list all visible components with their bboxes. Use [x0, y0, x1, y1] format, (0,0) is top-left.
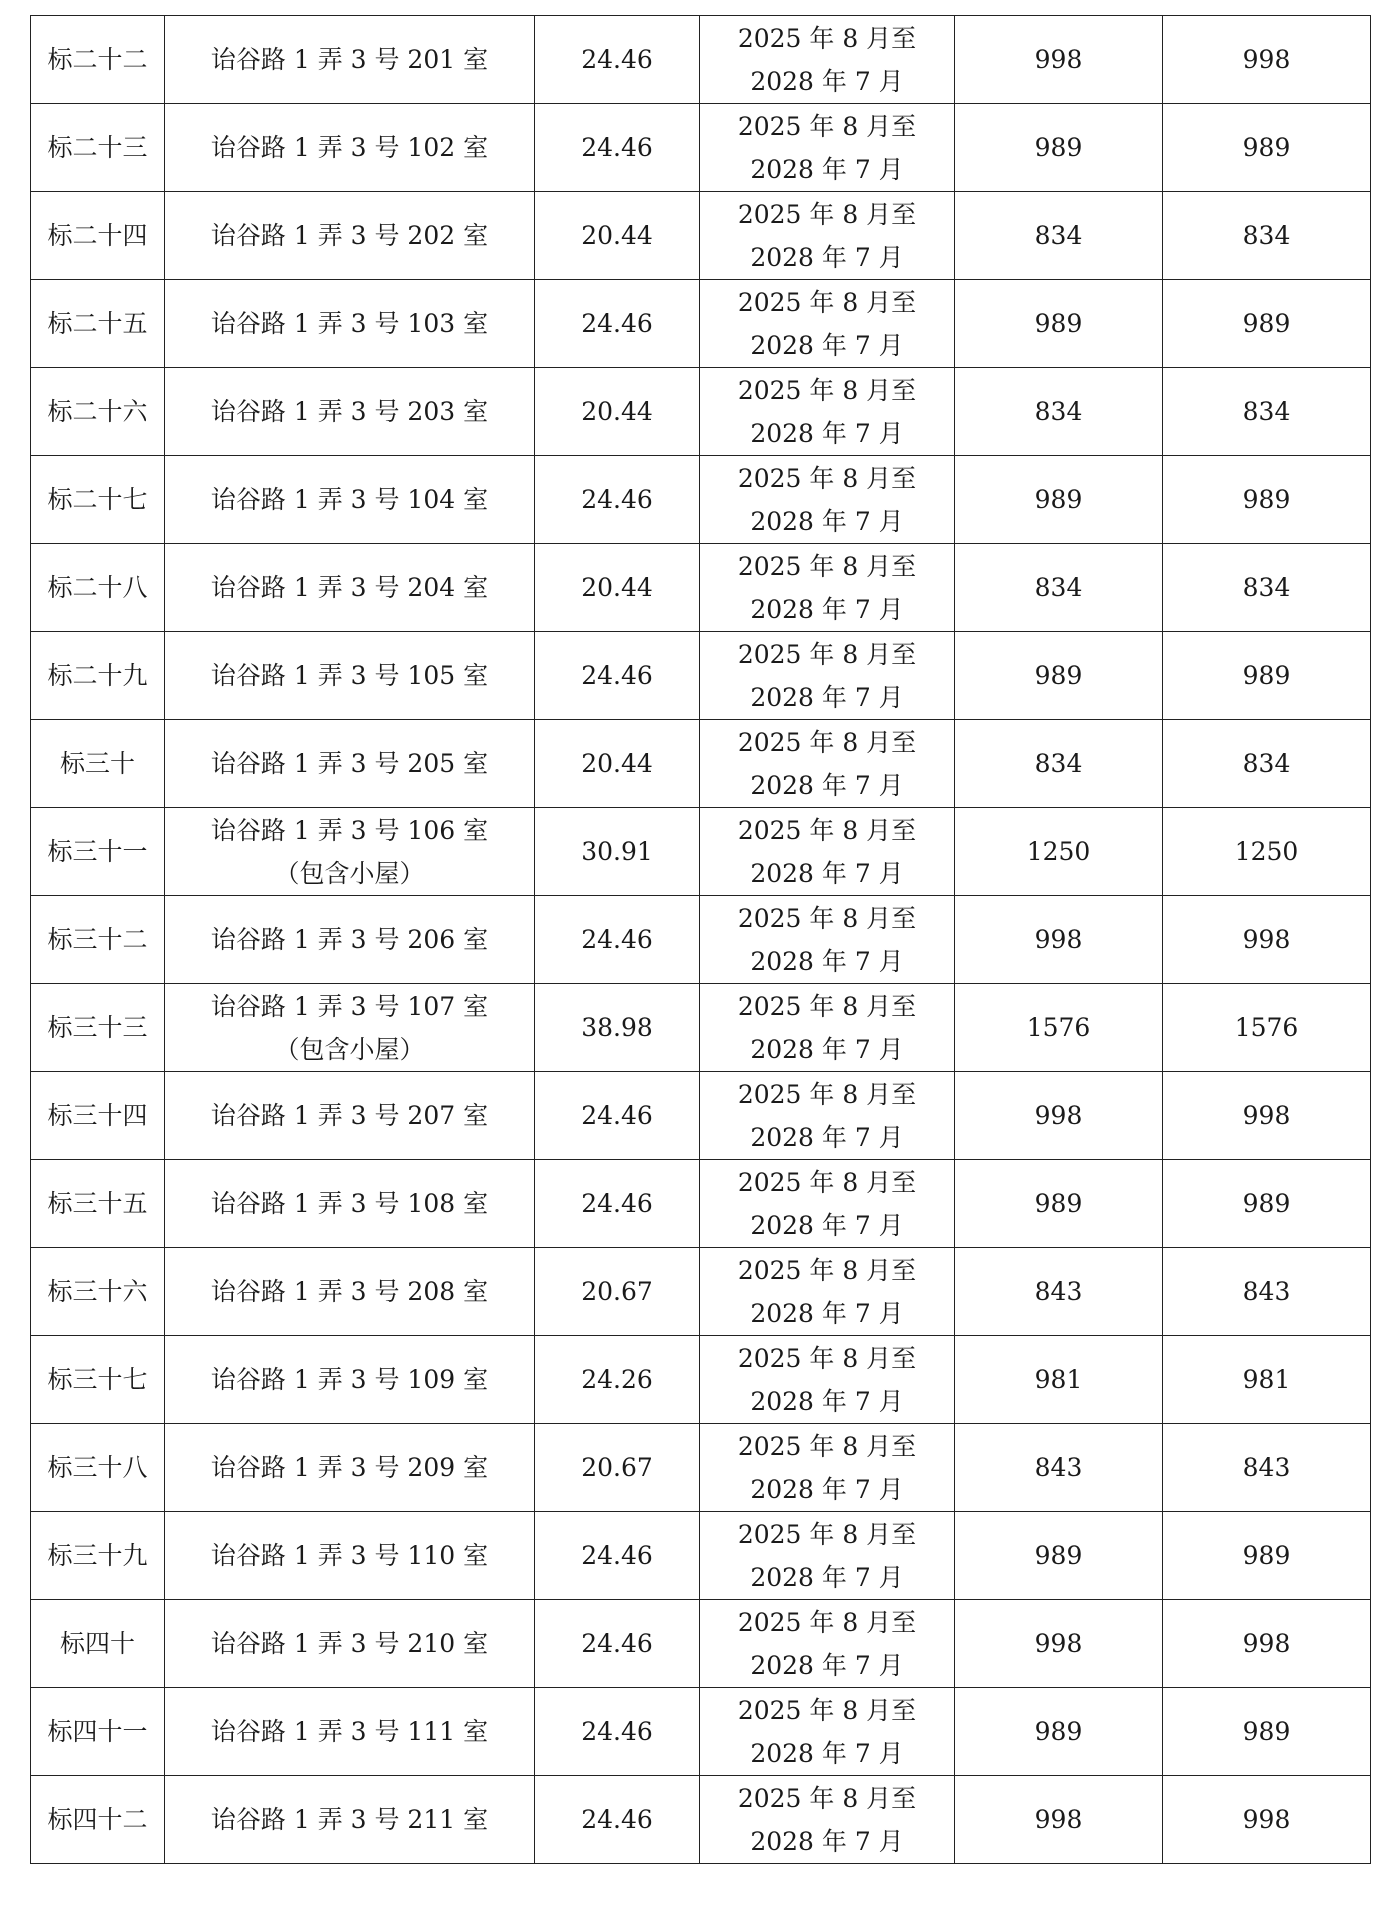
area-cell: 20.44: [535, 720, 700, 808]
period-cell: [700, 808, 955, 896]
price-a-cell: 843: [955, 1248, 1163, 1336]
price-b-cell: 998: [1163, 896, 1371, 984]
table-row: [31, 896, 1371, 984]
price-b-cell: 989: [1163, 632, 1371, 720]
lot-cell: 标三十三: [31, 984, 165, 1072]
period-line: 2025 年 8 月至: [737, 551, 917, 581]
period-line: 2028 年 7 月: [750, 946, 904, 976]
table-row: [31, 632, 1371, 720]
price-a-cell: 1576: [955, 984, 1163, 1072]
address-cell: [165, 1776, 535, 1864]
price-b-cell: 989: [1163, 456, 1371, 544]
price-a-cell: 989: [955, 280, 1163, 368]
address-line: 诒谷路 1 弄 3 号 106 室: [210, 815, 489, 845]
price-b-cell: 834: [1163, 192, 1371, 280]
address-cell: [165, 808, 535, 896]
address-cell: [165, 1688, 535, 1776]
period-line: 2025 年 8 月至: [737, 1695, 917, 1725]
address-cell: [165, 456, 535, 544]
address-line: 诒谷路 1 弄 3 号 110 室: [210, 1541, 489, 1570]
area-cell: 24.46: [535, 1160, 700, 1248]
area-cell: 24.26: [535, 1336, 700, 1424]
period-cell: [700, 1776, 955, 1864]
address-cell: [165, 896, 535, 984]
period-line: 2028 年 7 月: [750, 1298, 904, 1328]
period-cell: [700, 1336, 955, 1424]
period-cell: [700, 104, 955, 192]
table-row: [31, 720, 1371, 808]
price-b-cell: 843: [1163, 1248, 1371, 1336]
area-cell: 38.98: [535, 984, 700, 1072]
area-cell: 24.46: [535, 1776, 700, 1864]
address-cell: [165, 1160, 535, 1248]
period-line: 2028 年 7 月: [750, 1738, 904, 1768]
period-line: 2025 年 8 月至: [737, 639, 917, 669]
address-cell: [165, 1248, 535, 1336]
table-row: [31, 1072, 1371, 1160]
period-line: 2028 年 7 月: [750, 1826, 904, 1856]
address-line: 诒谷路 1 弄 3 号 203 室: [210, 397, 489, 426]
period-cell: [700, 368, 955, 456]
table-row: [31, 1336, 1371, 1424]
area-cell: 24.46: [535, 456, 700, 544]
table-row: [31, 1160, 1371, 1248]
price-b-cell: 834: [1163, 368, 1371, 456]
price-b-cell: 989: [1163, 1160, 1371, 1248]
address-line: 诒谷路 1 弄 3 号 109 室: [210, 1365, 489, 1394]
period-line: 2025 年 8 月至: [737, 1431, 917, 1461]
price-b-cell: 998: [1163, 1776, 1371, 1864]
address-line: 诒谷路 1 弄 3 号 103 室: [210, 309, 489, 338]
address-line: 诒谷路 1 弄 3 号 111 室: [210, 1717, 489, 1746]
price-a-cell: 834: [955, 720, 1163, 808]
price-a-cell: 989: [955, 104, 1163, 192]
period-line: 2025 年 8 月至: [737, 1783, 917, 1813]
table-row: [31, 192, 1371, 280]
price-b-cell: 989: [1163, 1688, 1371, 1776]
area-cell: 24.46: [535, 632, 700, 720]
address-line: 诒谷路 1 弄 3 号 105 室: [210, 661, 489, 690]
area-cell: 30.91: [535, 808, 700, 896]
area-cell: 20.44: [535, 544, 700, 632]
area-cell: 24.46: [535, 1600, 700, 1688]
period-line: 2025 年 8 月至: [737, 1167, 917, 1197]
price-a-cell: 834: [955, 368, 1163, 456]
table-row: [31, 1776, 1371, 1864]
address-cell: [165, 280, 535, 368]
period-line: 2025 年 8 月至: [737, 1607, 917, 1637]
area-cell: 24.46: [535, 1512, 700, 1600]
period-line: 2025 年 8 月至: [737, 1343, 917, 1373]
period-cell: [700, 192, 955, 280]
lot-cell: 标二十三: [31, 104, 165, 192]
table-row: [31, 104, 1371, 192]
table-row: [31, 1248, 1371, 1336]
address-cell: [165, 1072, 535, 1160]
price-a-cell: 843: [955, 1424, 1163, 1512]
period-line: 2025 年 8 月至: [737, 991, 917, 1021]
period-line: 2025 年 8 月至: [737, 375, 917, 405]
address-line: 诒谷路 1 弄 3 号 205 室: [210, 749, 489, 778]
period-cell: [700, 1688, 955, 1776]
table-row: [31, 544, 1371, 632]
price-b-cell: 1576: [1163, 984, 1371, 1072]
period-line: 2028 年 7 月: [750, 594, 904, 624]
period-line: 2025 年 8 月至: [737, 1079, 917, 1109]
price-a-cell: 989: [955, 1512, 1163, 1600]
address-cell: [165, 1424, 535, 1512]
period-cell: [700, 1160, 955, 1248]
address-cell: [165, 1600, 535, 1688]
lot-cell: 标二十八: [31, 544, 165, 632]
period-line: 2025 年 8 月至: [737, 1519, 917, 1549]
address-cell: [165, 544, 535, 632]
address-cell: [165, 1336, 535, 1424]
table-row: [31, 368, 1371, 456]
table-row: [31, 16, 1371, 104]
period-cell: [700, 1248, 955, 1336]
period-line: 2028 年 7 月: [750, 858, 904, 888]
lot-cell: 标三十九: [31, 1512, 165, 1600]
area-cell: 24.46: [535, 104, 700, 192]
price-b-cell: 843: [1163, 1424, 1371, 1512]
price-b-cell: 998: [1163, 1600, 1371, 1688]
period-line: 2025 年 8 月至: [737, 111, 917, 141]
lot-cell: 标三十: [31, 720, 165, 808]
address-line: 诒谷路 1 弄 3 号 202 室: [210, 221, 489, 250]
lot-cell: 标三十二: [31, 896, 165, 984]
period-line: 2028 年 7 月: [750, 682, 904, 712]
address-line: 诒谷路 1 弄 3 号 104 室: [210, 485, 489, 514]
address-cell: [165, 16, 535, 104]
area-cell: 24.46: [535, 280, 700, 368]
period-line: 2028 年 7 月: [750, 242, 904, 272]
period-cell: [700, 1072, 955, 1160]
price-a-cell: 998: [955, 1600, 1163, 1688]
period-line: 2028 年 7 月: [750, 1122, 904, 1152]
lot-cell: 标二十四: [31, 192, 165, 280]
lot-cell: 标二十二: [31, 16, 165, 104]
lease-table-body: [31, 16, 1371, 1864]
period-cell: [700, 1424, 955, 1512]
price-a-cell: 834: [955, 192, 1163, 280]
period-line: 2028 年 7 月: [750, 1034, 904, 1064]
period-line: 2025 年 8 月至: [737, 23, 917, 53]
area-cell: 20.67: [535, 1424, 700, 1512]
address-line: 诒谷路 1 弄 3 号 211 室: [210, 1805, 489, 1834]
period-cell: [700, 544, 955, 632]
area-cell: 20.44: [535, 368, 700, 456]
price-a-cell: 998: [955, 1072, 1163, 1160]
period-cell: [700, 1512, 955, 1600]
price-b-cell: 981: [1163, 1336, 1371, 1424]
period-line: 2025 年 8 月至: [737, 727, 917, 757]
period-line: 2028 年 7 月: [750, 330, 904, 360]
price-b-cell: 989: [1163, 104, 1371, 192]
price-b-cell: 998: [1163, 16, 1371, 104]
lot-cell: 标二十七: [31, 456, 165, 544]
lot-cell: 标三十一: [31, 808, 165, 896]
address-line: （包含小屋）: [274, 1034, 425, 1064]
lot-cell: 标四十二: [31, 1776, 165, 1864]
table-row: [31, 1424, 1371, 1512]
table-row: [31, 1688, 1371, 1776]
table-row: [31, 808, 1371, 896]
address-cell: [165, 1512, 535, 1600]
period-cell: [700, 16, 955, 104]
address-line: 诒谷路 1 弄 3 号 209 室: [210, 1453, 489, 1482]
table-row: [31, 280, 1371, 368]
price-b-cell: 989: [1163, 280, 1371, 368]
period-cell: [700, 720, 955, 808]
area-cell: 24.46: [535, 1072, 700, 1160]
period-line: 2028 年 7 月: [750, 1562, 904, 1592]
period-line: 2028 年 7 月: [750, 506, 904, 536]
area-cell: 24.46: [535, 16, 700, 104]
lot-cell: 标三十四: [31, 1072, 165, 1160]
lot-cell: 标四十一: [31, 1688, 165, 1776]
price-b-cell: 998: [1163, 1072, 1371, 1160]
price-a-cell: 834: [955, 544, 1163, 632]
period-cell: [700, 632, 955, 720]
lot-cell: 标三十五: [31, 1160, 165, 1248]
address-cell: [165, 368, 535, 456]
price-a-cell: 998: [955, 1776, 1163, 1864]
period-line: 2028 年 7 月: [750, 66, 904, 96]
period-cell: [700, 280, 955, 368]
lot-cell: 标二十九: [31, 632, 165, 720]
period-line: 2025 年 8 月至: [737, 903, 917, 933]
period-line: 2028 年 7 月: [750, 1386, 904, 1416]
table-row: [31, 1600, 1371, 1688]
address-line: 诒谷路 1 弄 3 号 208 室: [210, 1277, 489, 1306]
price-a-cell: 989: [955, 632, 1163, 720]
price-a-cell: 989: [955, 456, 1163, 544]
period-line: 2028 年 7 月: [750, 1650, 904, 1680]
period-line: 2025 年 8 月至: [737, 1255, 917, 1285]
address-cell: [165, 192, 535, 280]
price-b-cell: 834: [1163, 720, 1371, 808]
period-cell: [700, 896, 955, 984]
period-line: 2025 年 8 月至: [737, 815, 917, 845]
lease-table: [30, 15, 1371, 1864]
area-cell: 20.44: [535, 192, 700, 280]
lot-cell: 标二十五: [31, 280, 165, 368]
period-line: 2028 年 7 月: [750, 1210, 904, 1240]
lot-cell: 标三十八: [31, 1424, 165, 1512]
address-line: 诒谷路 1 弄 3 号 207 室: [210, 1101, 489, 1130]
period-line: 2025 年 8 月至: [737, 287, 917, 317]
period-line: 2028 年 7 月: [750, 770, 904, 800]
lot-cell: 标三十七: [31, 1336, 165, 1424]
address-line: 诒谷路 1 弄 3 号 204 室: [210, 573, 489, 602]
address-cell: [165, 632, 535, 720]
price-a-cell: 998: [955, 16, 1163, 104]
address-line: 诒谷路 1 弄 3 号 210 室: [210, 1629, 489, 1658]
period-cell: [700, 456, 955, 544]
period-line: 2025 年 8 月至: [737, 199, 917, 229]
lot-cell: 标三十六: [31, 1248, 165, 1336]
area-cell: 24.46: [535, 896, 700, 984]
price-a-cell: 1250: [955, 808, 1163, 896]
period-cell: [700, 984, 955, 1072]
area-cell: 24.46: [535, 1688, 700, 1776]
address-cell: [165, 104, 535, 192]
period-cell: [700, 1600, 955, 1688]
table-row: [31, 984, 1371, 1072]
price-a-cell: 981: [955, 1336, 1163, 1424]
price-b-cell: 989: [1163, 1512, 1371, 1600]
price-a-cell: 989: [955, 1160, 1163, 1248]
table-row: [31, 456, 1371, 544]
address-line: 诒谷路 1 弄 3 号 102 室: [210, 133, 489, 162]
area-cell: 20.67: [535, 1248, 700, 1336]
price-a-cell: 998: [955, 896, 1163, 984]
lot-cell: 标四十: [31, 1600, 165, 1688]
lot-cell: 标二十六: [31, 368, 165, 456]
address-line: （包含小屋）: [274, 858, 425, 888]
address-line: 诒谷路 1 弄 3 号 201 室: [210, 45, 489, 74]
table-row: [31, 1512, 1371, 1600]
price-a-cell: 989: [955, 1688, 1163, 1776]
address-cell: [165, 720, 535, 808]
price-b-cell: 1250: [1163, 808, 1371, 896]
address-line: 诒谷路 1 弄 3 号 108 室: [210, 1189, 489, 1218]
period-line: 2028 年 7 月: [750, 418, 904, 448]
address-cell: [165, 984, 535, 1072]
period-line: 2028 年 7 月: [750, 1474, 904, 1504]
address-line: 诒谷路 1 弄 3 号 107 室: [210, 991, 489, 1021]
price-b-cell: 834: [1163, 544, 1371, 632]
address-line: 诒谷路 1 弄 3 号 206 室: [210, 925, 489, 954]
period-line: 2025 年 8 月至: [737, 463, 917, 493]
period-line: 2028 年 7 月: [750, 154, 904, 184]
